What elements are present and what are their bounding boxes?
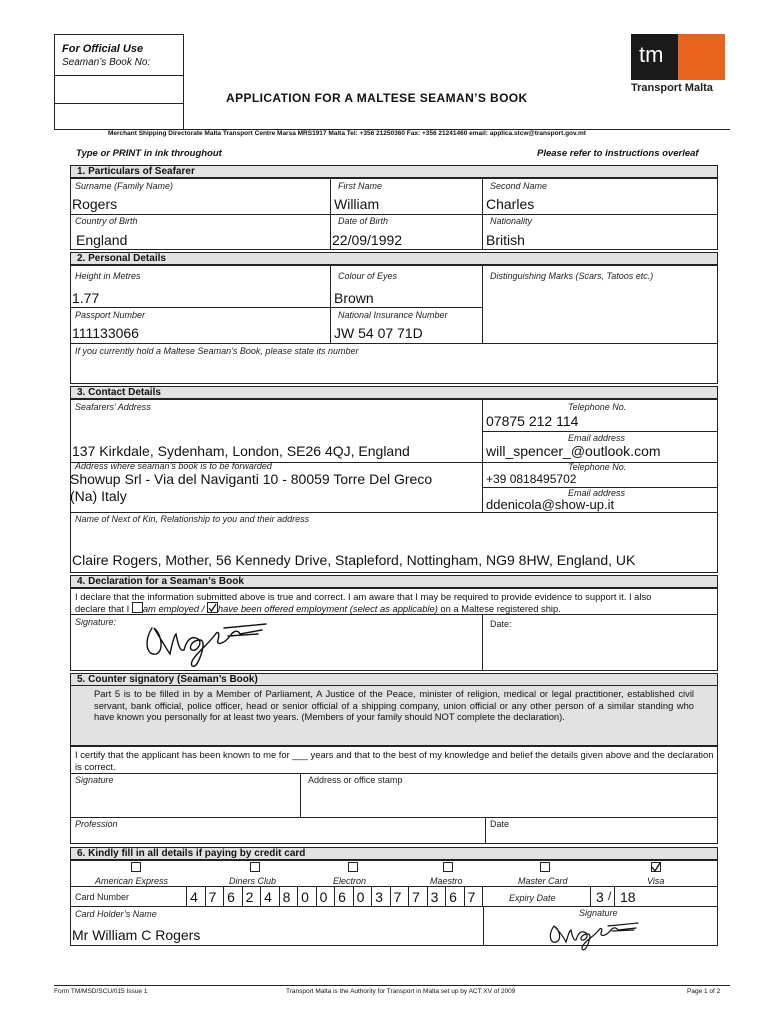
email-label: Email address: [568, 433, 626, 443]
distinguishing-marks-label: Distinguishing Marks (Scars, Tatoos etc.): [490, 271, 654, 281]
second-name-label: Second Name: [490, 181, 548, 191]
next-of-kin-label: Name of Next of Kin, Relationship to you and their address: [75, 514, 310, 524]
footer-form-id: Form TM/MSD/SCU/015 Issue 1: [54, 988, 148, 995]
card-holder-label: Card Holder’s Name: [75, 909, 157, 919]
declaration-line1: I declare that the information submitted above is true and correct. I am aware that I may be required to provide evidence to support it. I also: [75, 591, 652, 602]
footer-authority: Transport Malta is the Authority for Transport in Malta set up by ACT XV of 2009: [286, 988, 516, 995]
card-digit-divider: [242, 886, 243, 906]
forwarding-address-line2[interactable]: (Na) Italy: [70, 488, 127, 504]
section-4-header: 4. Declaration for a Seaman’s Book: [70, 575, 718, 588]
card-type-maestro: Maestro: [430, 876, 463, 886]
visa-check-icon: [651, 862, 661, 872]
eye-colour-label: Colour of Eyes: [338, 271, 398, 281]
section-6-header: 6. Kindly fill in all details if paying by credit card: [70, 847, 718, 860]
card-digit-divider: [408, 886, 409, 906]
footer-page-number: Page 1 of 2: [687, 988, 721, 995]
card-digit-9[interactable]: 6: [338, 889, 346, 905]
date-of-birth-label: Date of Birth: [338, 216, 389, 226]
official-book-no-label: Seaman’s Book No:: [62, 57, 151, 68]
card-digit-divider: [390, 886, 391, 906]
card-digit-4[interactable]: 2: [245, 889, 254, 905]
card-digit-divider: [371, 886, 372, 906]
email-2-label: Email address: [568, 488, 626, 498]
card-digit-divider: [464, 886, 465, 906]
first-name-label: First Name: [338, 181, 383, 191]
card-signature-label: Signature: [579, 908, 618, 918]
country-of-birth-label: Country of Birth: [75, 216, 138, 226]
card-digit-10[interactable]: 0: [356, 889, 365, 905]
card-type-amex: American Express: [95, 876, 169, 886]
card-type-visa: Visa: [647, 876, 665, 886]
card-digit-divider: [316, 886, 317, 906]
visa-checkbox[interactable]: [651, 862, 661, 872]
first-name-field[interactable]: William: [334, 196, 380, 212]
counter-date-label: Date: [490, 819, 510, 829]
card-digit-divider: [260, 886, 261, 906]
declaration-option-employed: am employed /: [142, 603, 207, 614]
declaration-line2: [75, 602, 561, 614]
card-digit-2[interactable]: 7: [208, 889, 217, 905]
card-digit-divider: [445, 886, 446, 906]
declaration-prefix: declare that I: [75, 603, 132, 614]
card-digit-13[interactable]: 7: [412, 889, 420, 905]
card-digit-divider: [223, 886, 224, 906]
amex-checkbox[interactable]: [131, 862, 141, 872]
email-2-field[interactable]: ddenicola@show-up.it: [486, 497, 615, 512]
seafarer-address-label: Seafarers’ Address: [75, 402, 151, 412]
nationality-label: Nationality: [490, 216, 533, 226]
profession-label: Profession: [75, 819, 118, 829]
electron-checkbox[interactable]: [348, 862, 358, 872]
expiry-month-field[interactable]: 3: [596, 889, 604, 905]
telephone-field[interactable]: 07875 212 114: [486, 413, 579, 429]
expiry-separator: /: [608, 889, 612, 903]
offered-checkbox[interactable]: [207, 602, 218, 613]
surname-field[interactable]: Rogers: [72, 196, 118, 212]
passport-label: Passport Number: [75, 310, 146, 320]
declaration-option-offered: have been offered employment (select as applicable): [217, 603, 438, 614]
surname-label: Surname (Family Name): [75, 181, 174, 191]
telephone-2-label: Telephone No.: [568, 462, 627, 472]
counter-signature-label: Signature: [75, 775, 114, 785]
form-title: APPLICATION FOR A MALTESE SEAMAN’S BOOK: [226, 91, 528, 105]
expiry-date-label: Expiry Date: [509, 893, 556, 903]
card-digit-16[interactable]: 7: [467, 889, 476, 905]
card-digit-8[interactable]: 0: [319, 889, 328, 905]
mastercard-checkbox[interactable]: [540, 862, 550, 872]
telephone-label: Telephone No.: [568, 402, 627, 412]
card-digit-14[interactable]: 3: [430, 889, 439, 905]
logo-name: Transport Malta: [631, 82, 713, 94]
counter-signatory-instructions: Part 5 is to be filled in by a Member of Parliament, A Justice of the Peace, minister of religion, medical or legal practitioner, established civil servant, bank official, police officer, head or senior official of a shipping company, union official or any other person of a similar standing who have known you personally for at least two years. (Members of your family should NOT complete the declaration).: [94, 688, 694, 722]
logo-letters: tm: [639, 42, 664, 67]
official-use-title: For Official Use: [62, 43, 144, 55]
passport-field[interactable]: 111133066: [72, 325, 139, 341]
card-digit-divider: [334, 886, 335, 906]
instruction-left: Type or PRINT in ink throughout: [76, 148, 222, 159]
transport-malta-logo: [631, 34, 725, 80]
ni-number-label: National Insurance Number: [338, 310, 448, 320]
card-digit-divider: [279, 886, 280, 906]
employed-checkbox[interactable]: [132, 602, 143, 613]
section-1-header: 1. Particulars of Seafarer: [70, 165, 718, 178]
card-digit-divider: [186, 886, 187, 906]
card-digit-5[interactable]: 4: [264, 889, 272, 905]
directorate-address: Merchant Shipping Directorate Malta Transport Centre Marsa MRS1917 Malta Tel: +356 21250360 Fax: +356 21241460 email: applica.stcw@transport.gov.mt: [108, 130, 586, 137]
telephone-2-field[interactable]: +39 0818495702: [486, 472, 577, 486]
card-digit-7[interactable]: 0: [301, 889, 309, 905]
card-digit-6[interactable]: 8: [282, 889, 291, 905]
height-label: Height in Metres: [75, 271, 141, 281]
eye-colour-field[interactable]: Brown: [334, 290, 374, 306]
date-of-birth-field[interactable]: 22/09/1992: [332, 232, 403, 248]
section-5-header: 5. Counter signatory (Seaman’s Book): [70, 673, 718, 686]
section-3-header: 3. Contact Details: [70, 386, 718, 399]
nationality-field[interactable]: British: [486, 232, 525, 248]
certify-statement: I certify that the applicant has been known to me for ___ years and that to the best of my knowledge and belief the details given above and the declaration is correct.: [75, 749, 714, 772]
forwarding-address-line1[interactable]: Showup Srl - Via del Naviganti 10 - 80059 Torre Del Greco: [70, 471, 433, 487]
ni-number-field[interactable]: JW 54 07 71D: [334, 325, 423, 341]
diners-checkbox[interactable]: [250, 862, 260, 872]
section-2-header: 2. Personal Details: [70, 252, 718, 265]
card-holder-field[interactable]: Mr William C Rogers: [72, 927, 201, 943]
declaration-date-label: Date:: [490, 619, 512, 629]
declaration-signature-label: Signature:: [75, 617, 117, 627]
card-digit-divider: [482, 886, 483, 906]
country-of-birth-field[interactable]: England: [76, 232, 128, 248]
card-type-diners: Diners Club: [229, 876, 277, 886]
card-signature-icon: [546, 918, 642, 952]
office-stamp-label: Address or office stamp: [308, 775, 403, 785]
card-digit-divider: [353, 886, 354, 906]
maestro-checkbox[interactable]: [443, 862, 453, 872]
height-field[interactable]: 1.77: [72, 290, 100, 306]
next-of-kin-field[interactable]: Claire Rogers, Mother, 56 Kennedy Drive, Stapleford, Nottingham, NG9 8HW, England, UK: [72, 552, 636, 568]
expiry-year-field[interactable]: 18: [620, 889, 636, 905]
email-field[interactable]: will_spencer_@outlook.com: [486, 443, 661, 459]
declaration-suffix: on a Maltese registered ship.: [437, 603, 561, 614]
card-digit-12[interactable]: 7: [393, 889, 402, 905]
seafarer-address-field[interactable]: 137 Kirkdale, Sydenham, London, SE26 4QJ, England: [72, 443, 410, 459]
card-number-label: Card Number: [75, 892, 130, 902]
card-digit-11[interactable]: 3: [375, 889, 383, 905]
card-type-mastercard: Master Card: [518, 876, 568, 886]
card-digit-divider: [297, 886, 298, 906]
card-digit-3[interactable]: 6: [227, 889, 235, 905]
applicant-signature-icon: [140, 614, 270, 672]
forwarding-address-label: Address where seaman’s book is to be forwarded: [75, 461, 272, 471]
card-digit-15[interactable]: 6: [449, 889, 457, 905]
second-name-field[interactable]: Charles: [486, 196, 535, 212]
card-type-electron: Electron: [333, 876, 367, 886]
card-digit-divider: [427, 886, 428, 906]
instruction-right: Please refer to instructions overleaf: [537, 148, 699, 159]
seaman-book-number-label: If you currently hold a Maltese Seaman’s Book, please state its number: [75, 346, 359, 356]
card-digit-divider: [205, 886, 206, 906]
card-digit-1[interactable]: 4: [190, 889, 198, 905]
